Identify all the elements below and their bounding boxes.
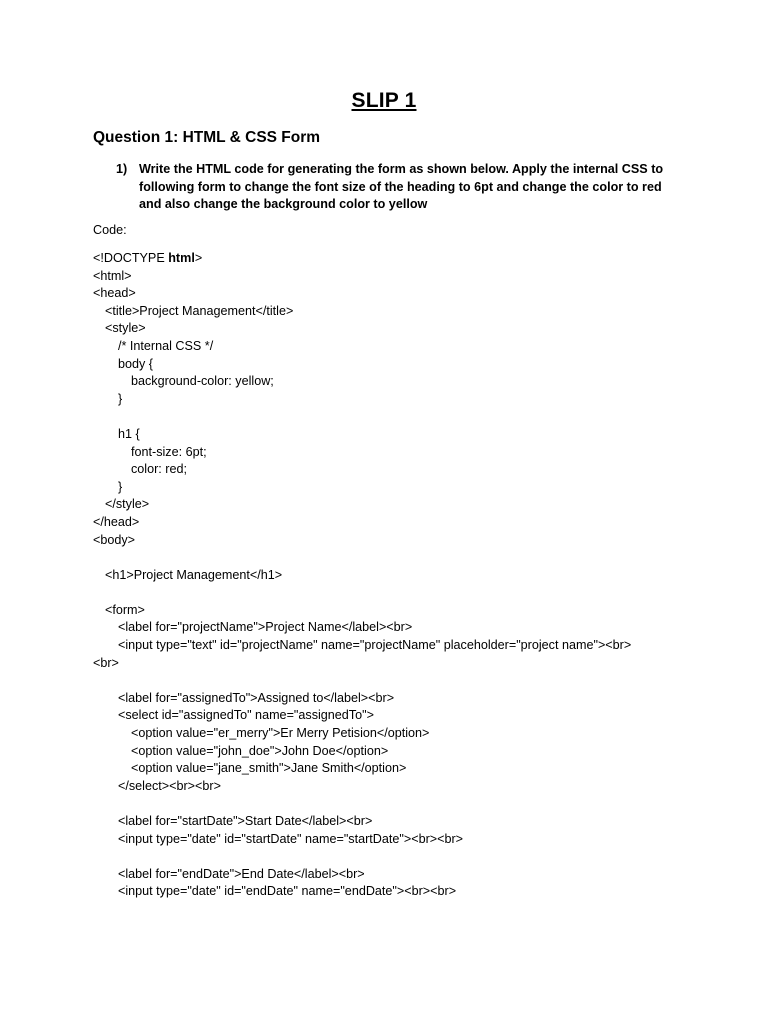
code-line: body {: [118, 356, 154, 371]
code-line: <title>Project Management</title>: [105, 303, 294, 318]
code-line: <body>: [93, 532, 136, 547]
code-line: <select id="assignedTo" name="assignedTo">: [118, 708, 374, 723]
code-line: </select><br><br>: [118, 778, 221, 793]
code-block: [93, 250, 653, 901]
code-line: <label for="startDate">Start Date</label><br>: [118, 814, 373, 828]
task-text: Write the HTML code for generating the form as shown below. Apply the internal CSS to following form to change the font size of the heading to 6pt and change the color to red and also change the background color to yellow: [139, 162, 664, 212]
doctype-suffix: >: [194, 251, 203, 265]
code-line: </head>: [93, 514, 140, 529]
code-line: <style>: [105, 321, 146, 336]
code-line: }: [118, 391, 123, 406]
code-line: background-color: yellow;: [131, 374, 274, 389]
code-line: <label for="assignedTo">Assigned to</label><br>: [118, 690, 395, 705]
question-heading: Question 1: HTML & CSS Form: [93, 129, 321, 146]
code-label: Code:: [93, 223, 127, 237]
code-line: [93, 672, 653, 690]
code-line: <html>: [93, 268, 132, 283]
code-line: <form>: [105, 602, 145, 617]
code-line: <option value="er_merry">Er Merry Petision</option>: [131, 726, 430, 741]
code-line: <input type="date" id="startDate" name="startDate"><br><br>: [118, 831, 464, 846]
code-line: <label for="projectName">Project Name</label><br>: [118, 620, 413, 635]
task-number: 1): [116, 162, 128, 176]
task-item: [116, 161, 676, 214]
code-line: <head>: [93, 286, 136, 301]
code-line: [93, 848, 653, 866]
code-line-doctype: [93, 250, 653, 268]
code-line-wrapped: <input type="text" id="projectName" name="projectName" placeholder="project name"><br><br>: [93, 638, 632, 670]
code-line: h1 {: [118, 426, 140, 441]
code-line: /* Internal CSS */: [118, 338, 214, 353]
code-line: <option value="john_doe">John Doe</option>: [131, 743, 389, 758]
code-line: </style>: [105, 497, 150, 512]
code-line: <label for="endDate">End Date</label><br>: [118, 866, 365, 881]
code-line: font-size: 6pt;: [131, 444, 207, 459]
code-line: }: [118, 479, 123, 494]
code-line: [93, 795, 653, 813]
code-line: <input type="date" id="endDate" name="endDate"><br><br>: [118, 884, 457, 899]
doctype-prefix: <!DOCTYPE: [93, 251, 169, 265]
code-line: [93, 408, 653, 426]
slip-title: SLIP 1: [351, 89, 417, 112]
doctype-keyword: html: [168, 251, 195, 265]
code-line: [93, 584, 653, 602]
code-line: <h1>Project Management</h1>: [105, 567, 283, 582]
code-line: [93, 549, 653, 567]
code-line: color: red;: [131, 462, 187, 477]
code-line: <option value="jane_smith">Jane Smith</option>: [131, 761, 407, 776]
